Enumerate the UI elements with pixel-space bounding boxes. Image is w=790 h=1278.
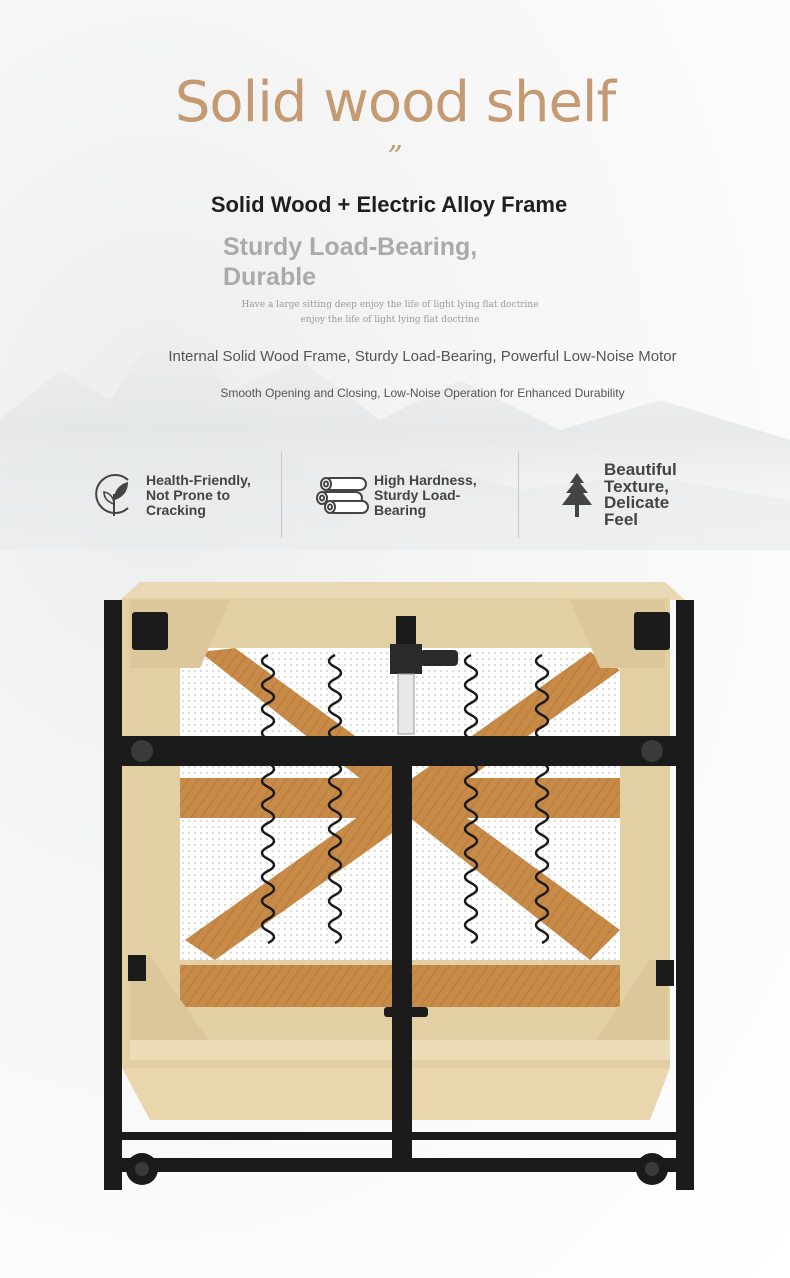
subtitle: Solid Wood + Electric Alloy Frame bbox=[210, 192, 568, 217]
feature-item-hardness bbox=[316, 452, 484, 538]
pine-tree-icon bbox=[560, 471, 594, 519]
leaf-circle-icon bbox=[92, 470, 136, 520]
feature-item-health bbox=[92, 452, 266, 538]
divider bbox=[518, 452, 519, 538]
page-title: Solid wood shelf bbox=[174, 70, 616, 135]
quote-mark: ” bbox=[387, 140, 403, 175]
sofa-bed-frame-image bbox=[0, 560, 790, 1200]
feature-label: Health-Friendly, Not Prone to Cracking bbox=[146, 471, 251, 518]
feature-item-texture bbox=[560, 452, 694, 538]
divider bbox=[281, 452, 282, 538]
wood-logs-icon bbox=[316, 475, 370, 515]
description-small: Smooth Opening and Closing, Low-Noise Operation for Enhanced Durability bbox=[220, 386, 625, 400]
small-tagline-1: Have a large sitting deep enjoy the life of light lying flat doctrine bbox=[241, 300, 539, 310]
description: Internal Solid Wood Frame, Sturdy Load-Bearing, Powerful Low-Noise Motor bbox=[168, 348, 677, 365]
feature-label: High Hardness, Sturdy Load-Bearing bbox=[374, 471, 477, 518]
highlight-text: Sturdy Load-Bearing, Durable bbox=[223, 233, 478, 291]
small-tagline-2: enjoy the life of light lying flat doctrine bbox=[300, 315, 480, 325]
feature-label: Beautiful Texture, Delicate Feel bbox=[604, 460, 677, 529]
